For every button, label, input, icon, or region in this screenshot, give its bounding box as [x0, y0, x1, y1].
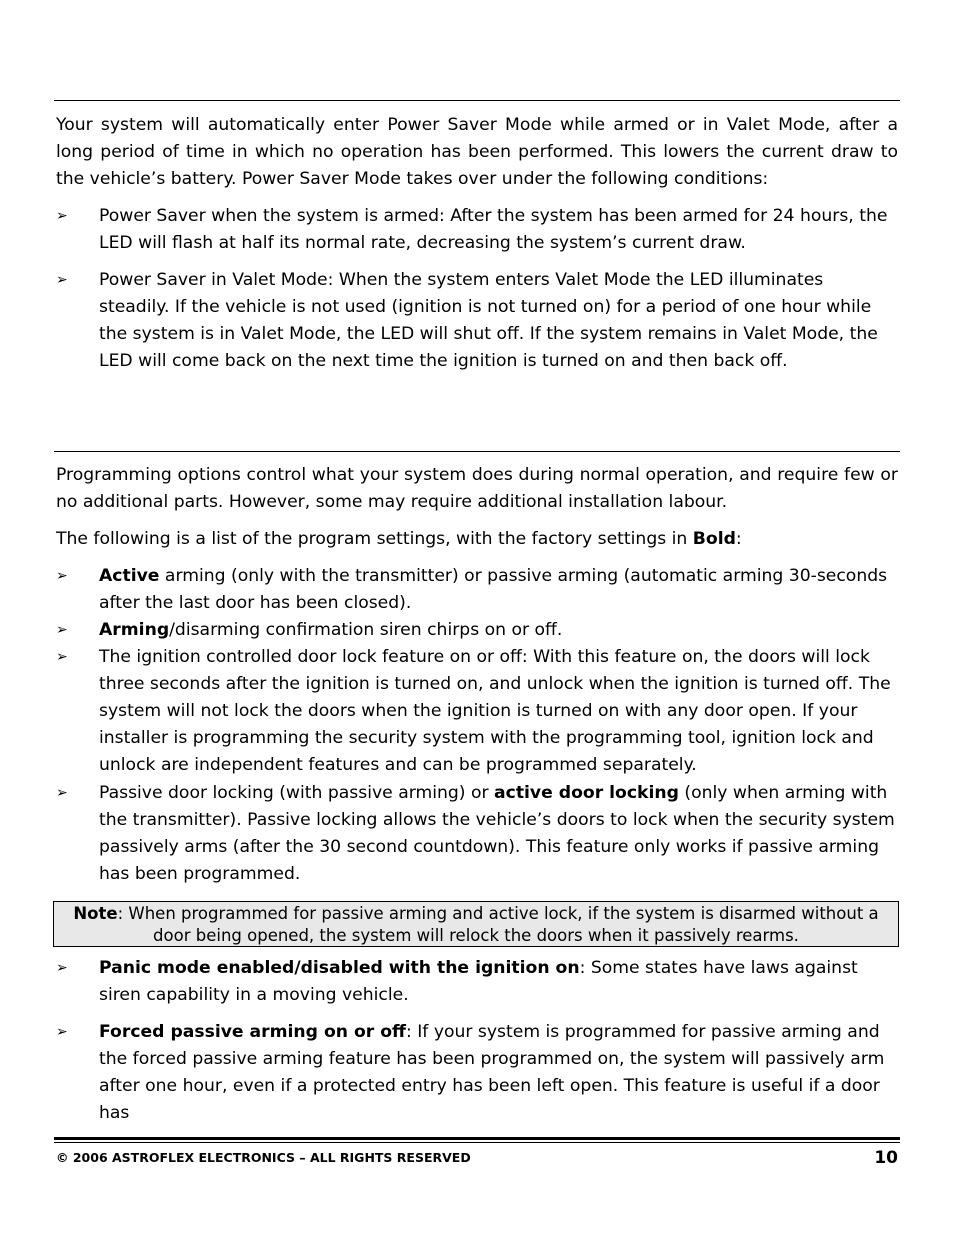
bullet-arrow-icon: ➢ — [56, 785, 68, 801]
list-item: ➢ The ignition controlled door lock feature on or off: With this feature on, the doors will lock three seconds after the ignition is turned on, and unlock when the ignition is turned off. The system will not lock the doors when the ignition is turned on with any door open. If your installer is programming the security system with the programming tool, ignition lock and unlock are independent features and can be programmed separately. — [56, 644, 898, 779]
list-item: ➢ Arming/disarming confirmation siren chirps on or off. — [56, 617, 898, 644]
programming-intro: Programming options control what your system does during normal operation, and require few or no additional parts. However, some may require additional installation labour. — [56, 465, 898, 512]
list-item: ➢ Power Saver in Valet Mode: When the system enters Valet Mode the LED illuminates steadily. If the vehicle is not used (ignition is not turned on) for a period of one hour while the system is in Valet Mode, the LED will shut off. If the system remains in Valet Mode, the LED will come back on the next time the ignition is turned on and then back off. — [56, 267, 898, 375]
footer-rule-thin — [54, 1142, 900, 1143]
list-item: ➢ Passive door locking (with passive arming) or active door locking (only when arming with the transmitter). Passive locking allows the vehicle’s doors to lock when the security system passively arms (after the 30 second countdown). This feature only works if passive arming has been programmed. — [56, 780, 898, 888]
note-label: Note — [73, 904, 118, 923]
bullet-arrow-icon: ➢ — [56, 622, 68, 638]
page-number: 10 — [874, 1148, 898, 1168]
footer-rule — [54, 1137, 900, 1140]
list-item: ➢ Forced passive arming on or off: If your system is programmed for passive arming and the forced passive arming feature has been programmed on, the system will passively arm after one hour, even if a protected entry has been left open. This feature is useful if a door has — [56, 1019, 898, 1127]
bullet-arrow-icon: ➢ — [56, 1024, 68, 1040]
bullet-arrow-icon: ➢ — [56, 272, 68, 288]
bullet-arrow-icon: ➢ — [56, 208, 68, 224]
list-item: ➢ Power Saver when the system is armed: After the system has been armed for 24 hours, the LED will flash at half its normal rate, decreasing the system’s current draw. — [56, 203, 898, 257]
note-box — [53, 901, 899, 947]
bullet-arrow-icon: ➢ — [56, 568, 68, 584]
bullet-arrow-icon: ➢ — [56, 649, 68, 665]
factory-settings-intro: The following is a list of the program settings, with the factory settings in Bold: — [56, 529, 742, 549]
section-rule-middle — [54, 451, 900, 452]
list-item: ➢ Active arming (only with the transmitter) or passive arming (automatic arming 30-seconds after the last door has been closed). — [56, 563, 898, 617]
footer-copyright: © 2006 ASTROFLEX ELECTRONICS – ALL RIGHTS RESERVED — [56, 1150, 471, 1165]
list-item: ➢ Panic mode enabled/disabled with the ignition on: Some states have laws against siren capability in a moving vehicle. — [56, 955, 898, 1009]
note-text: : When programmed for passive arming and active lock, if the system is disarmed without a door being opened, the system will relock the doors when it passively rearms. — [117, 904, 879, 945]
power-saver-intro: Your system will automatically enter Power Saver Mode while armed or in Valet Mode, after a long period of time in which no operation has been performed. This lowers the current draw to the vehicle’s battery. Power Saver Mode takes over under the following conditions: — [56, 115, 898, 189]
bullet-arrow-icon: ➢ — [56, 960, 68, 976]
section-rule-top — [54, 100, 900, 101]
